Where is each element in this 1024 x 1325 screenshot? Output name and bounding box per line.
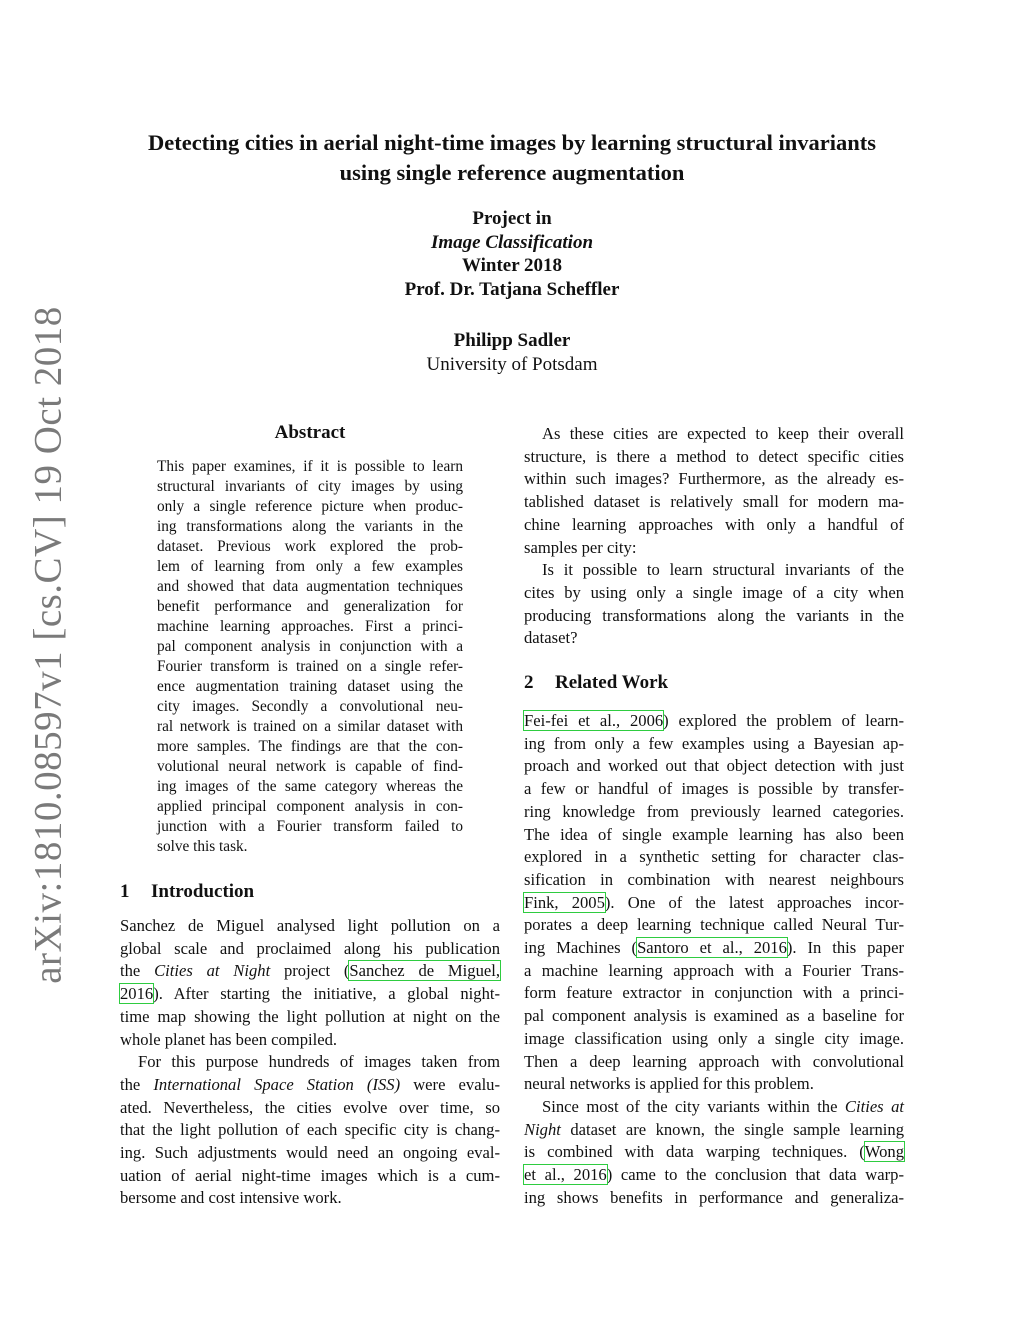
- text-line: ing from only a few examples using a Bayesian ap-: [524, 733, 904, 753]
- abstract-line: lem of learning from only a few examples: [157, 558, 463, 575]
- text-line: producing transformations along the variants in the: [524, 605, 904, 625]
- text-line: time map showing the light pollution at night on the: [120, 1006, 500, 1026]
- text-line: Then a deep learning approach with convolutional: [524, 1051, 904, 1071]
- text-line: et al., 2016) came to the conclusion that data warp-: [524, 1165, 905, 1185]
- text-line: ing. Such adjustments would need an ongoing eval-: [120, 1143, 500, 1163]
- citation-link[interactable]: et al., 2016: [524, 1165, 607, 1185]
- abstract-line: dataset. Previous work explored the prob-: [157, 538, 463, 555]
- paper-title: [100, 128, 924, 188]
- text-line: whole planet has been compiled.: [120, 1029, 338, 1049]
- dataset-name: Night: [524, 1119, 561, 1139]
- text-line: within such images? Furthermore, as the already es-: [524, 469, 904, 489]
- text-line: sification in combination with nearest neighbours: [524, 869, 904, 889]
- author-name: Philipp Sadler: [453, 330, 571, 351]
- text-line: 2016). After starting the initiative, a global night-: [120, 984, 500, 1004]
- text-line: For this purpose hundreds of images taken from: [138, 1052, 500, 1072]
- section-number: 2: [524, 672, 534, 693]
- citation-link[interactable]: Sanchez de Miguel,: [349, 961, 501, 981]
- abstract-heading: Abstract: [274, 422, 346, 443]
- course-name: Image Classification: [430, 231, 594, 253]
- text-line: Sanchez de Miguel analysed light pollution on a: [120, 916, 500, 935]
- text-line: bersome and cost intensive work.: [120, 1188, 342, 1208]
- section-title: Introduction: [151, 881, 255, 902]
- text-line: dataset?: [524, 628, 578, 648]
- abstract-line: junction with a Fourier transform failed to: [157, 818, 463, 835]
- text-line: ated. Nevertheless, the cities evolve over time, so: [120, 1097, 500, 1117]
- abstract-line: applied principal component analysis in con-: [157, 798, 463, 815]
- abstract-line: structural invariants of city images by using: [157, 478, 463, 495]
- abstract-line: benefit performance and generalization for: [157, 598, 463, 615]
- text-line: a machine learning approach with a Fourier Trans-: [524, 960, 904, 980]
- abstract-line: solve this task.: [157, 838, 248, 855]
- text-line: Fei-fei et al., 2006) explored the problem of learn-: [524, 711, 904, 730]
- dataset-name: Cities at: [844, 1096, 904, 1116]
- professor: Prof. Dr. Tatjana Scheffler: [404, 278, 620, 300]
- abstract-line: volutional neural network is capable of find-: [157, 758, 463, 775]
- text-line: Night dataset are known, the single sample learning: [524, 1119, 904, 1139]
- text-line: uation of aerial night-time images which is a cum-: [120, 1165, 500, 1185]
- related-work-body: [524, 710, 904, 1209]
- text-line: proach and worked out that object detection with just: [524, 756, 904, 776]
- right-column-intro-continued: [524, 423, 904, 650]
- text-line: Fink, 2005). One of the latest approaches incor-: [524, 892, 905, 912]
- title-line-1: Detecting cities in aerial night-time images by learning structural invariants: [147, 130, 877, 155]
- abstract-line: only a single reference picture when produc-: [157, 498, 463, 515]
- text-line: the International Space Station (ISS) were evalu-: [120, 1074, 501, 1094]
- project-info: [312, 207, 712, 301]
- text-line: As these cities are expected to keep their overall: [542, 424, 904, 443]
- abstract-line: ing images of the same category whereas the: [157, 778, 463, 795]
- term: Winter 2018: [461, 255, 563, 277]
- author-block: [312, 329, 712, 376]
- introduction-body: [120, 915, 500, 1210]
- text-line: global scale and proclaimed along his publication: [120, 938, 500, 958]
- text-line: form feature extractor in conjunction with a princi-: [524, 983, 904, 1003]
- text-line: the Cities at Night project (Sanchez de Miguel,: [120, 961, 501, 981]
- text-line: neural networks is applied for this problem.: [524, 1074, 814, 1094]
- text-line: image classification using only a single city image.: [524, 1028, 904, 1048]
- citation-link[interactable]: Wong: [864, 1142, 904, 1162]
- title-line-2: using single reference augmentation: [339, 160, 685, 185]
- text-line: ing Machines (Santoro et al., 2016). In this paper: [524, 938, 904, 958]
- text-line: tablished dataset is relatively small for modern ma-: [524, 492, 904, 512]
- text-line: that the light pollution of each specific city is chang-: [120, 1120, 500, 1140]
- text-line: explored in a synthetic setting for character clas-: [524, 847, 904, 867]
- text-line: cites by using only a single image of a city when: [524, 582, 904, 602]
- text-line: chine learning approaches with only a handful of: [524, 514, 904, 534]
- text-line: porates a deep learning technique called Neural Tur-: [524, 915, 904, 935]
- citation-link[interactable]: Fink, 2005: [524, 892, 605, 912]
- text-line: ring knowledge from previously learned categories.: [524, 801, 904, 821]
- abstract-body: [157, 457, 463, 857]
- text-line: samples per city:: [524, 537, 637, 557]
- abstract-line: pal component analysis in conjunction with a: [157, 638, 463, 655]
- text-line: is combined with data warping techniques. (Wong: [524, 1142, 904, 1162]
- author-affiliation: University of Potsdam: [426, 353, 598, 375]
- abstract-line: This paper examines, if it is possible to learn: [157, 458, 463, 475]
- abstract-line: ence augmentation training dataset using the: [157, 678, 463, 695]
- text-line: Is it possible to learn structural invariants of the: [542, 560, 904, 580]
- citation-link[interactable]: 2016: [120, 984, 154, 1004]
- text-line: a few or handful of images is possible by transfer-: [524, 779, 904, 799]
- citation-link[interactable]: Fei-fei et al., 2006: [524, 711, 664, 730]
- text-line: ing shows benefits in performance and generaliza-: [524, 1187, 904, 1207]
- abstract-line: and showed that data augmentation techniques: [157, 578, 463, 595]
- text-line: structure, is there a method to detect specific cities: [524, 446, 904, 466]
- project-name: Cities at Night: [154, 961, 271, 981]
- abstract-line: ing transformations along the variants in the: [157, 518, 463, 535]
- abstract-line: more samples. The findings are that the con-: [157, 738, 463, 755]
- abstract-line: city images. Secondly a convolutional neu-: [157, 698, 463, 715]
- arxiv-identifier: arXiv:1810.08597v1 [cs.CV] 19 Oct 2018: [26, 306, 70, 984]
- abstract-line: machine learning approaches. First a princi-: [157, 618, 463, 635]
- section-number: 1: [120, 881, 130, 902]
- citation-link[interactable]: Santoro et al., 2016: [637, 938, 787, 958]
- project-label: Project in: [472, 208, 552, 229]
- abstract-line: ral network is trained on a similar dataset with: [157, 718, 463, 735]
- text-line: Since most of the city variants within the Cities at: [542, 1096, 904, 1116]
- section-title: Related Work: [555, 672, 669, 693]
- section-heading-introduction: [120, 880, 254, 904]
- text-line: pal component analysis is examined as a baseline for: [524, 1006, 904, 1026]
- station-name: International Space Station (ISS): [153, 1074, 401, 1094]
- text-line: The idea of single example learning has also been: [524, 824, 904, 844]
- section-heading-related-work: [524, 671, 668, 695]
- abstract-line: Fourier transform is trained on a single refer-: [157, 658, 463, 675]
